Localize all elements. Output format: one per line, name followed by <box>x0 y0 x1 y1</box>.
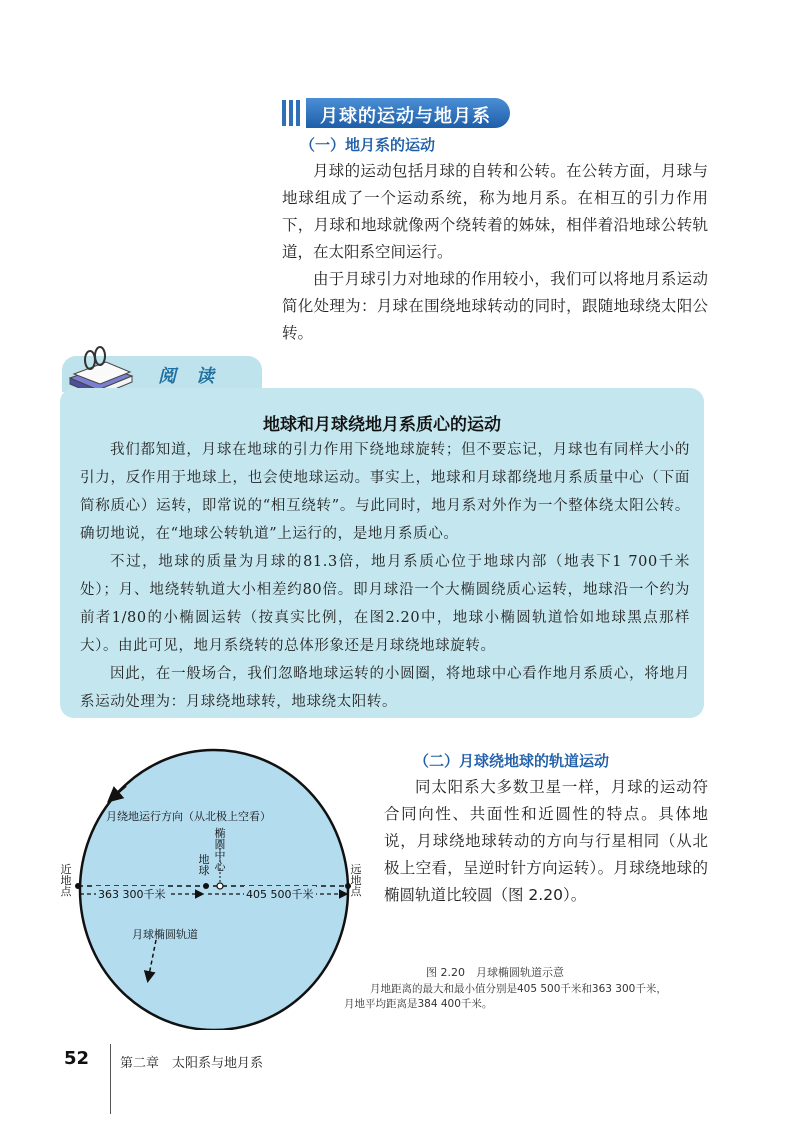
banner-tab <box>306 98 510 128</box>
paragraph-1: 月球的运动包括月球的自转和公转。在公转方面，月球与地球组成了一个运动系统，称为地月系。在相互的引力作用下，月球和地球就像两个绕转着的姊妹，相伴着沿地球公转轨道，在太阳系空间运行。 <box>282 162 708 261</box>
apogee-distance: 405 500千米 <box>246 888 314 901</box>
earth-label: 地球 <box>198 853 210 877</box>
section-banner <box>282 98 510 128</box>
subheading-earth-moon-system: （一）地月系的运动 <box>300 136 436 154</box>
figure-caption-title: 图 2.20 月球椭圆轨道示意 <box>426 966 564 979</box>
reading-paragraph-2: 不过，地球的质量为月球的81.3倍，地月系质心位于地球内部（地表下1 700千米处）；月、地绕转轨道大小相差约80倍。即月球沿一个大椭圆绕质心运转，地球沿一个约为前者1/80的小椭圆运转（按真实比例，在图2.20中，地球小椭圆轨道恰如地球黑点那样大）。由此可见，地月系绕转的总体形象还是月球绕地球旋转。 <box>80 554 690 654</box>
ellipse-center-label: 椭圆中心 <box>214 827 226 873</box>
moon-orbit-diagram <box>48 740 384 1030</box>
banner-bars <box>282 100 304 126</box>
orbit-svg <box>48 740 384 1030</box>
figure-caption-text: 月地距离的最大和最小值分别是405 500千米和363 300千米，月地平均距离是384 400千米。 <box>344 983 667 1010</box>
reading-paragraph-1: 我们都知道，月球在地球的引力作用下绕地球旋转；但不要忘记，月球也有同样大小的引力，反作用于地球上，也会使地球运动。事实上，地球和月球都绕地月系质量中心（下面简称质心）运转，即常说的“相互绕转”。与此同时，地月系对外作为一个整体绕太阳公转。确切地说，在“地球公转轨道”上运行的，是地月系质心。 <box>80 442 690 542</box>
orbit-label: 月球椭圆轨道 <box>132 928 198 941</box>
earth-dot <box>203 883 209 889</box>
perigee-label: 近地点 <box>60 863 72 898</box>
orbit-paragraph: 同太阳系大多数卫星一样，月球的运动符合同向性、共面性和近圆性的特点。具体地说，月球绕地球转动的方向与行星相同（从北极上空看，呈逆时针方向运转）。月球绕地球的椭圆轨道比较圆（图 2.20）。 <box>384 778 708 904</box>
apogee-label: 远地点 <box>350 863 362 898</box>
reading-tab-label: 阅读 <box>158 366 234 387</box>
subheading-orbit: （二）月球绕地球的轨道运动 <box>414 752 610 770</box>
chapter-label: 第二章 太阳系与地月系 <box>120 1056 264 1071</box>
section-title: 月球的运动与地月系 <box>320 106 491 127</box>
paragraph-2: 由于月球引力对地球的作用较小，我们可以将地月系运动简化处理为：月球在围绕地球转动的同时，跟随地球绕太阳公转。 <box>282 270 708 342</box>
ellipse-center-dot <box>217 883 223 889</box>
footer-divider <box>110 1044 111 1114</box>
reading-title: 地球和月球绕地月系质心的运动 <box>263 415 501 435</box>
direction-label: 月绕地运行方向（从北极上空看） <box>106 810 271 823</box>
reading-paragraph-3: 因此，在一般场合，我们忽略地球运转的小圆圈，将地球中心看作地月系质心，将地月系运动处理为：月球绕地球转，地球绕太阳转。 <box>80 666 690 710</box>
page-number: 52 <box>64 1048 90 1069</box>
perigee-distance: 363 300千米 <box>98 888 166 901</box>
